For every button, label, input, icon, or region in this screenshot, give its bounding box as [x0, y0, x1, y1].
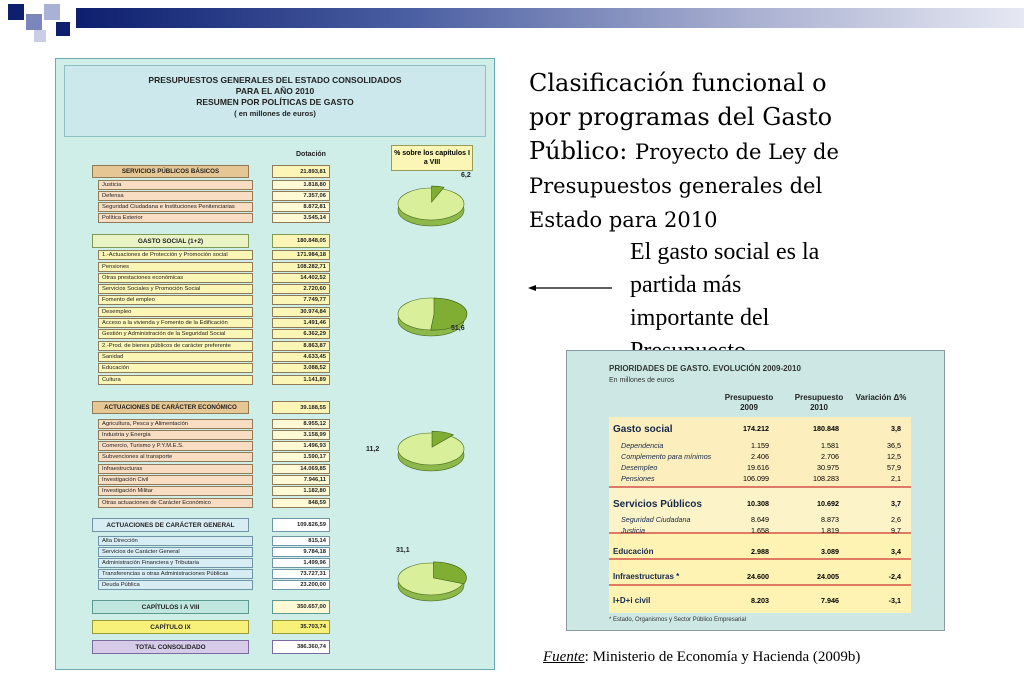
- row-label: Servicios Sociales y Promoción Social: [98, 284, 253, 294]
- cell-label: Pensiones: [621, 474, 655, 483]
- budget-summary-table: [55, 58, 495, 670]
- table-row: [56, 640, 336, 654]
- cell-var: -2,4: [888, 572, 901, 581]
- row-label: Justicia: [98, 180, 253, 190]
- callout-line: El gasto social es la: [630, 239, 820, 265]
- header-line: PARA EL AÑO 2010: [235, 86, 315, 96]
- cell-v2010: 24.005: [817, 572, 839, 581]
- table-row: [56, 419, 336, 429]
- cell-v2009: 106.099: [743, 474, 769, 483]
- cell-v2010: 3.089: [821, 547, 839, 556]
- cell-v2010: 8.873: [821, 515, 839, 524]
- table-row: [56, 441, 336, 451]
- pie-chart: [390, 553, 472, 609]
- table-row: [56, 486, 336, 496]
- table-row: [56, 273, 336, 283]
- col-dotacion: Dotación: [296, 151, 326, 158]
- row-label: Acceso a la vivienda y Fomento de la Edificación: [98, 318, 253, 328]
- table-row: [56, 600, 336, 614]
- row-label: CAPÍTULOS I A VIII: [92, 600, 249, 614]
- cell-label: Desempleo: [621, 463, 658, 472]
- pie-label: 11,2: [366, 446, 380, 453]
- row-label: Cultura: [98, 375, 253, 385]
- row-label: 2.-Prod. de bienes públicos de carácter preferente: [98, 341, 253, 351]
- row-value: 350.657,00: [272, 600, 330, 614]
- row-value: 8.863,87: [272, 341, 330, 351]
- row-label: 1.-Actuaciones de Protección y Promoción social: [98, 250, 253, 260]
- cell-v2009: 174.212: [743, 424, 769, 433]
- table-row: [56, 352, 336, 362]
- row-value: 1.499,96: [272, 558, 330, 568]
- row-value: 386.360,74: [272, 640, 330, 654]
- row-label: Infraestructuras: [98, 464, 253, 474]
- cell-var: 2,1: [891, 474, 901, 483]
- table-subtitle: En millones de euros: [609, 377, 675, 384]
- row-label: Servicios de Carácter General: [98, 547, 253, 557]
- pie-slice-rest: [398, 188, 464, 220]
- table-row: [56, 536, 336, 546]
- title-line: Estado para 2010: [529, 208, 718, 232]
- col-header: Variación Δ%: [855, 393, 907, 402]
- deco-square: [8, 4, 24, 20]
- row-value: 39.188,55: [272, 401, 330, 414]
- row-value: 3.158,99: [272, 430, 330, 440]
- col-percent: % sobre los capítulos I a VIII: [391, 145, 473, 171]
- table-row: [56, 375, 336, 385]
- row-value: 73.727,31: [272, 569, 330, 579]
- title-line: por programas del Gasto: [529, 103, 833, 131]
- col-header: Presupuesto 2009: [724, 393, 774, 412]
- cell-v2010: 30.975: [817, 463, 839, 472]
- cell-v2009: 1.658: [751, 526, 769, 535]
- cell-v2010: 7.946: [821, 596, 839, 605]
- row-value: 1.818,80: [272, 180, 330, 190]
- row-label: Desempleo: [98, 307, 253, 317]
- cell-var: 3,8: [891, 424, 901, 433]
- row-value: 7.357,06: [272, 191, 330, 201]
- table-row: [56, 580, 336, 590]
- row-label: Deuda Pública: [98, 580, 253, 590]
- row-label: Transferencias a otras Administraciones Públicas: [98, 569, 253, 579]
- row-value: 4.633,45: [272, 352, 330, 362]
- cell-v2010: 180.848: [813, 424, 839, 433]
- table-row: [56, 165, 336, 178]
- row-value: 1.491,46: [272, 318, 330, 328]
- cell-v2009: 19.616: [747, 463, 769, 472]
- table-row: [56, 213, 336, 223]
- cell-var: 36,5: [887, 441, 901, 450]
- arrow-left-icon: [526, 280, 616, 296]
- cell-label: Infraestructuras *: [613, 572, 680, 581]
- row-label: Investigación Civil: [98, 475, 253, 485]
- row-value: 108.282,71: [272, 262, 330, 272]
- table-row: [56, 430, 336, 440]
- row-label: Pensiones: [98, 262, 253, 272]
- row-label: Seguridad Ciudadana e Instituciones Penitenciarias: [98, 202, 253, 212]
- row-label: Industria y Energía: [98, 430, 253, 440]
- row-value: 1.141,89: [272, 375, 330, 385]
- header-line: RESUMEN POR POLÍTICAS DE GASTO: [196, 97, 354, 107]
- table-row: [56, 620, 336, 634]
- pie-label: 31,1: [396, 547, 410, 554]
- deco-square: [34, 30, 46, 42]
- table-row: [56, 558, 336, 568]
- pie-slice-rest: [398, 433, 464, 465]
- table-row: [56, 475, 336, 485]
- row-value: 171.984,18: [272, 250, 330, 260]
- row-label: Comercio, Turismo y P.Y.M.E.S.: [98, 441, 253, 451]
- row-value: 1.496,93: [272, 441, 330, 451]
- row-label: Agricultura, Pesca y Alimentación: [98, 419, 253, 429]
- row-label: TOTAL CONSOLIDADO: [92, 640, 249, 654]
- row-value: 8.955,12: [272, 419, 330, 429]
- row-value: 3.545,14: [272, 213, 330, 223]
- cell-v2009: 10.308: [747, 499, 769, 508]
- header-line: ( en millones de euros): [234, 109, 316, 118]
- table-row: [56, 262, 336, 272]
- cell-v2009: 8.203: [751, 596, 769, 605]
- table-row: [56, 329, 336, 339]
- title-part: Público:: [529, 137, 635, 165]
- cell-var: 57,9: [887, 463, 901, 472]
- row-value: 109.826,59: [272, 518, 330, 532]
- table-row: [56, 284, 336, 294]
- table-row: [56, 202, 336, 212]
- row-value: 30.974,84: [272, 307, 330, 317]
- row-value: 815,14: [272, 536, 330, 546]
- table-row: [56, 363, 336, 373]
- pie-label: 6,2: [461, 172, 471, 179]
- header-band: [76, 8, 1024, 28]
- table-row: [56, 569, 336, 579]
- title-line: Presupuestos generales del: [529, 174, 823, 198]
- header-line: PRESUPUESTOS GENERALES DEL ESTADO CONSOLIDADOS: [148, 75, 402, 85]
- table-row: [56, 234, 336, 248]
- table-row: [56, 180, 336, 190]
- cell-var: 3,4: [891, 547, 901, 556]
- cell-var: 2,6: [891, 515, 901, 524]
- cell-v2009: 8.649: [751, 515, 769, 524]
- table-row: [56, 191, 336, 201]
- cell-v2010: 1.581: [821, 441, 839, 450]
- row-label: Fomento del empleo: [98, 295, 253, 305]
- deco-square: [26, 14, 42, 30]
- row-label: Alta Dirección: [98, 536, 253, 546]
- cell-v2010: 2.706: [821, 452, 839, 461]
- table-row: [56, 318, 336, 328]
- table-footnote: * Estado, Organismos y Sector Público Empresarial: [609, 617, 747, 623]
- row-label: Otras actuaciones de Carácter Económico: [98, 498, 253, 508]
- callout-text: [630, 236, 930, 368]
- table-title: PRIORIDADES DE GASTO. EVOLUCIÓN 2009-2010: [609, 364, 801, 373]
- title-line: [529, 134, 969, 169]
- cell-label: Complemento para mínimos: [621, 452, 712, 461]
- table-row: [56, 307, 336, 317]
- row-label: Sanidad: [98, 352, 253, 362]
- cell-label: Gasto social: [613, 424, 673, 435]
- cell-v2010: 10.692: [817, 499, 839, 508]
- row-label: SERVICIOS PÚBLICOS BÁSICOS: [92, 165, 249, 178]
- row-label: Subvenciones al transporte: [98, 452, 253, 462]
- cell-var: 12,5: [887, 452, 901, 461]
- row-value: 35.703,74: [272, 620, 330, 634]
- cell-v2009: 2.988: [751, 547, 769, 556]
- cell-label: Justicia: [621, 526, 645, 535]
- cell-var: -3,1: [888, 596, 901, 605]
- row-label: GASTO SOCIAL (1+2): [92, 234, 249, 248]
- table-header: [64, 65, 486, 137]
- row-value: 7.749,77: [272, 295, 330, 305]
- table-row: [56, 250, 336, 260]
- cell-var: 9,7: [891, 526, 901, 535]
- row-value: 1.182,80: [272, 486, 330, 496]
- spending-priorities-table: [566, 350, 945, 631]
- slide-title: [529, 66, 969, 237]
- table-row: [56, 547, 336, 557]
- source-citation: [543, 649, 860, 666]
- row-value: 9.784,18: [272, 547, 330, 557]
- cell-v2009: 2.406: [751, 452, 769, 461]
- pie-chart: [390, 178, 472, 234]
- row-value: 7.946,11: [272, 475, 330, 485]
- col-header: Presupuesto 2010: [794, 393, 844, 412]
- callout-line: importante del: [630, 305, 770, 331]
- row-value: 2.720,60: [272, 284, 330, 294]
- row-value: 180.848,05: [272, 234, 330, 248]
- row-label: Política Exterior: [98, 213, 253, 223]
- row-label: Administración Financiera y Tributaria: [98, 558, 253, 568]
- table-row: [56, 295, 336, 305]
- cell-v2010: 108.283: [813, 474, 839, 483]
- row-value: 14.402,52: [272, 273, 330, 283]
- row-value: 3.088,52: [272, 363, 330, 373]
- deco-square: [56, 22, 70, 36]
- source-text: : Ministerio de Economía y Hacienda (2009b): [584, 649, 861, 665]
- row-label: Defensa: [98, 191, 253, 201]
- pie-chart: [390, 288, 472, 344]
- row-value: 848,59: [272, 498, 330, 508]
- table-row: [56, 498, 336, 508]
- row-label: Investigación Militar: [98, 486, 253, 496]
- row-label: Educación: [98, 363, 253, 373]
- row-label: Otras prestaciones económicas: [98, 273, 253, 283]
- table-row: [56, 452, 336, 462]
- cell-label: Dependencia: [621, 441, 664, 450]
- pie-chart: [390, 423, 472, 479]
- table-row: [56, 518, 336, 532]
- cell-label: Servicios Públicos: [613, 499, 702, 510]
- row-value: 6.362,29: [272, 329, 330, 339]
- cell-label: Educación: [613, 547, 654, 556]
- callout-line: partida más: [630, 272, 742, 298]
- row-label: ACTUACIONES DE CARÁCTER ECONÓMICO: [92, 401, 249, 414]
- cell-var: 3,7: [891, 499, 901, 508]
- row-value: 1.590,17: [272, 452, 330, 462]
- cell-label: Seguridad Ciudadana: [621, 515, 691, 524]
- row-value: 8.872,81: [272, 202, 330, 212]
- title-line: Clasificación funcional o: [529, 69, 827, 97]
- cell-label: I+D+i civil: [613, 596, 651, 605]
- row-label: ACTUACIONES DE CARÁCTER GENERAL: [92, 518, 249, 532]
- row-label: Gestión y Administración de la Seguridad Social: [98, 329, 253, 339]
- row-value: 21.893,81: [272, 165, 330, 178]
- table-row: [56, 401, 336, 414]
- row-value: 23.200,00: [272, 580, 330, 590]
- table-row: [56, 341, 336, 351]
- table-row: [56, 464, 336, 474]
- pie-label: 51,6: [451, 325, 465, 332]
- row-label: CAPÍTULO IX: [92, 620, 249, 634]
- cell-v2009: 1.159: [751, 441, 769, 450]
- deco-square: [44, 4, 60, 20]
- cell-v2010: 1.819: [821, 526, 839, 535]
- cell-v2009: 24.600: [747, 572, 769, 581]
- row-value: 14.069,85: [272, 464, 330, 474]
- title-part: Proyecto de Ley de: [634, 140, 839, 164]
- source-label: Fuente: [543, 649, 585, 665]
